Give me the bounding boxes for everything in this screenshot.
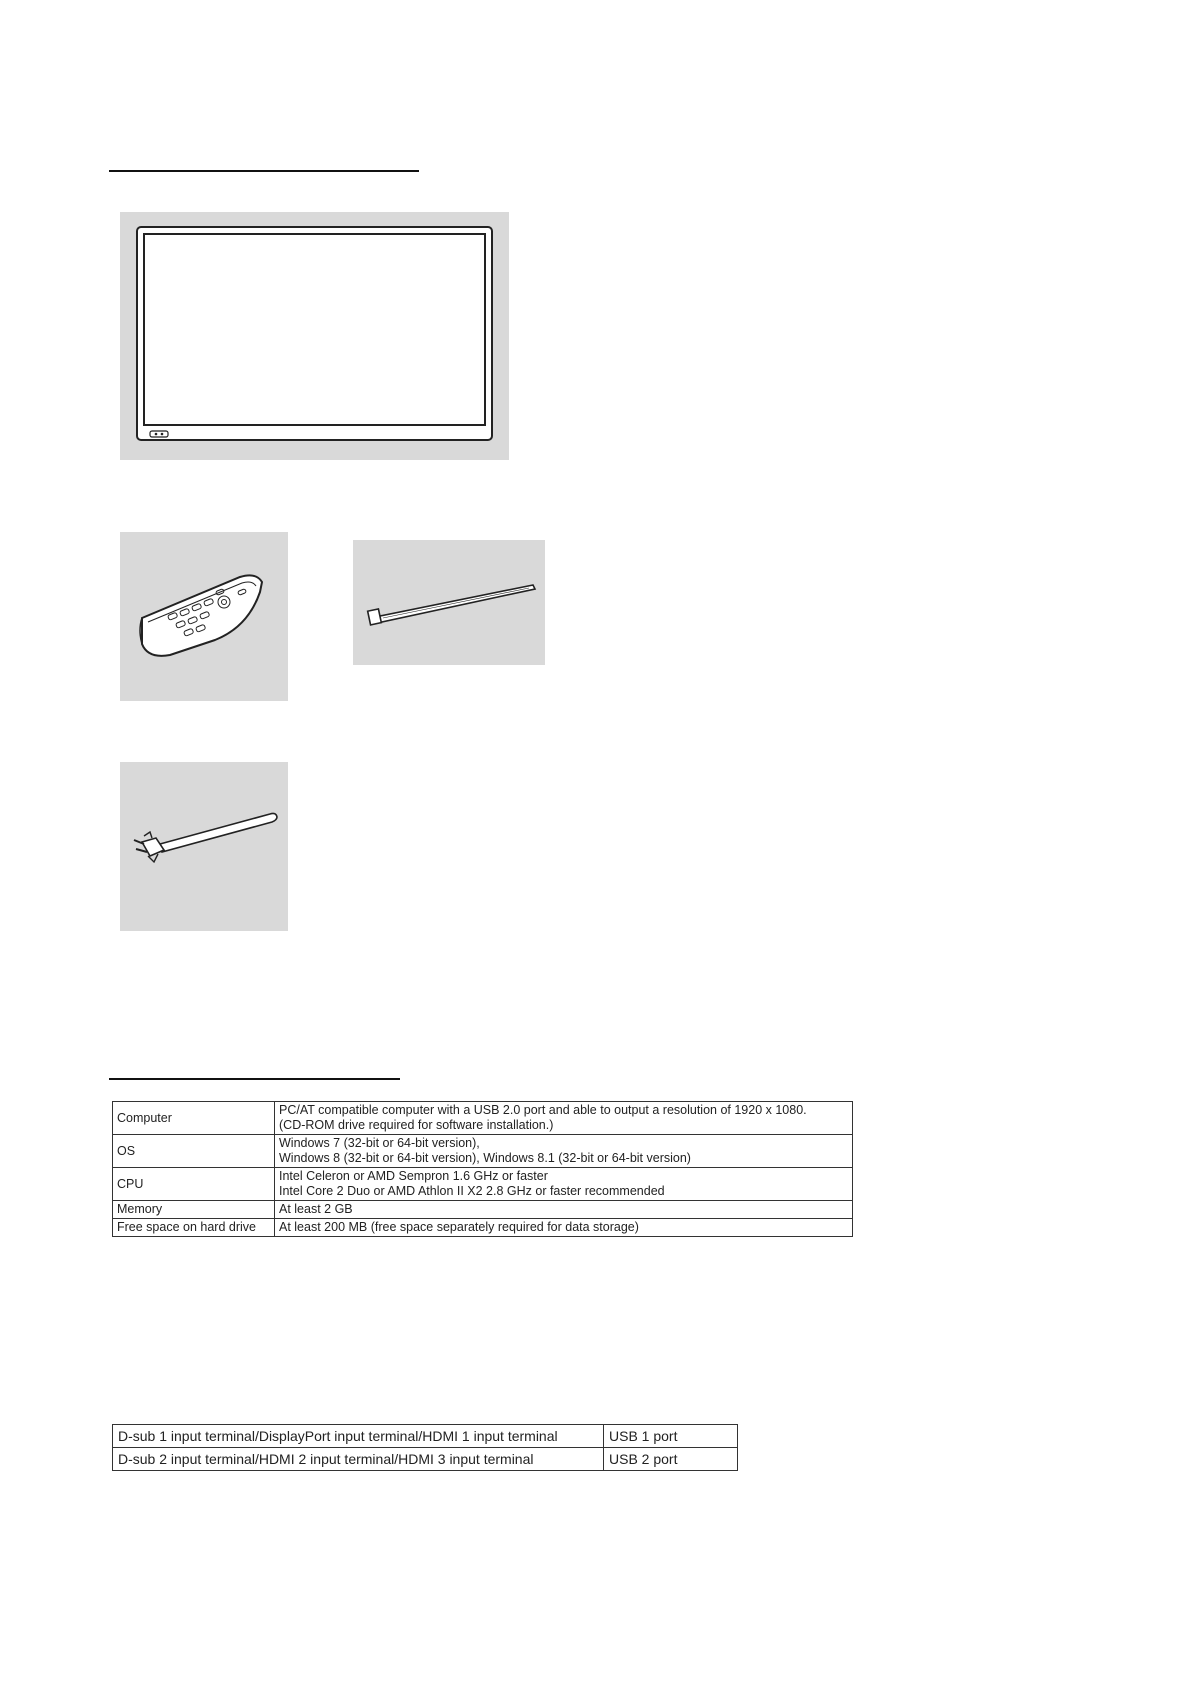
requirement-label: OS (113, 1135, 275, 1168)
requirement-label: CPU (113, 1168, 275, 1201)
requirement-value: At least 200 MB (free space separately required for data storage) (275, 1219, 853, 1237)
system-requirements-table (112, 1101, 853, 1237)
power-cord-illustration (120, 762, 288, 931)
table-row (113, 1102, 853, 1135)
cable-tie-illustration (353, 540, 545, 665)
table-row (113, 1425, 738, 1448)
requirement-label: Memory (113, 1201, 275, 1219)
table-row (113, 1448, 738, 1471)
input-terminals-cell: D-sub 2 input terminal/HDMI 2 input terminal/HDMI 3 input terminal (113, 1448, 604, 1471)
requirement-value: Windows 7 (32-bit or 64-bit version), Windows 8 (32-bit or 64-bit version), Windows 8.1 (32-bit or 64-bit version) (275, 1135, 853, 1168)
requirement-label: Computer (113, 1102, 275, 1135)
table-row (113, 1201, 853, 1219)
table-row (113, 1219, 853, 1237)
display-monitor-illustration (120, 212, 509, 460)
input-usb-port-table (112, 1424, 738, 1471)
requirement-value: At least 2 GB (275, 1201, 853, 1219)
section-rule-accessories (109, 170, 419, 172)
input-terminals-cell: D-sub 1 input terminal/DisplayPort input terminal/HDMI 1 input terminal (113, 1425, 604, 1448)
usb-port-cell: USB 1 port (604, 1425, 738, 1448)
requirement-label: Free space on hard drive (113, 1219, 275, 1237)
requirement-value: Intel Celeron or AMD Sempron 1.6 GHz or faster Intel Core 2 Duo or AMD Athlon II X2 2.8 GHz or faster recommended (275, 1168, 853, 1201)
usb-port-cell: USB 2 port (604, 1448, 738, 1471)
requirement-value: PC/AT compatible computer with a USB 2.0 port and able to output a resolution of 1920 x 1080. (CD-ROM drive required for software installation.) (275, 1102, 853, 1135)
section-rule-requirements (109, 1078, 400, 1080)
table-row (113, 1168, 853, 1201)
remote-control-illustration (120, 532, 288, 701)
table-row (113, 1135, 853, 1168)
